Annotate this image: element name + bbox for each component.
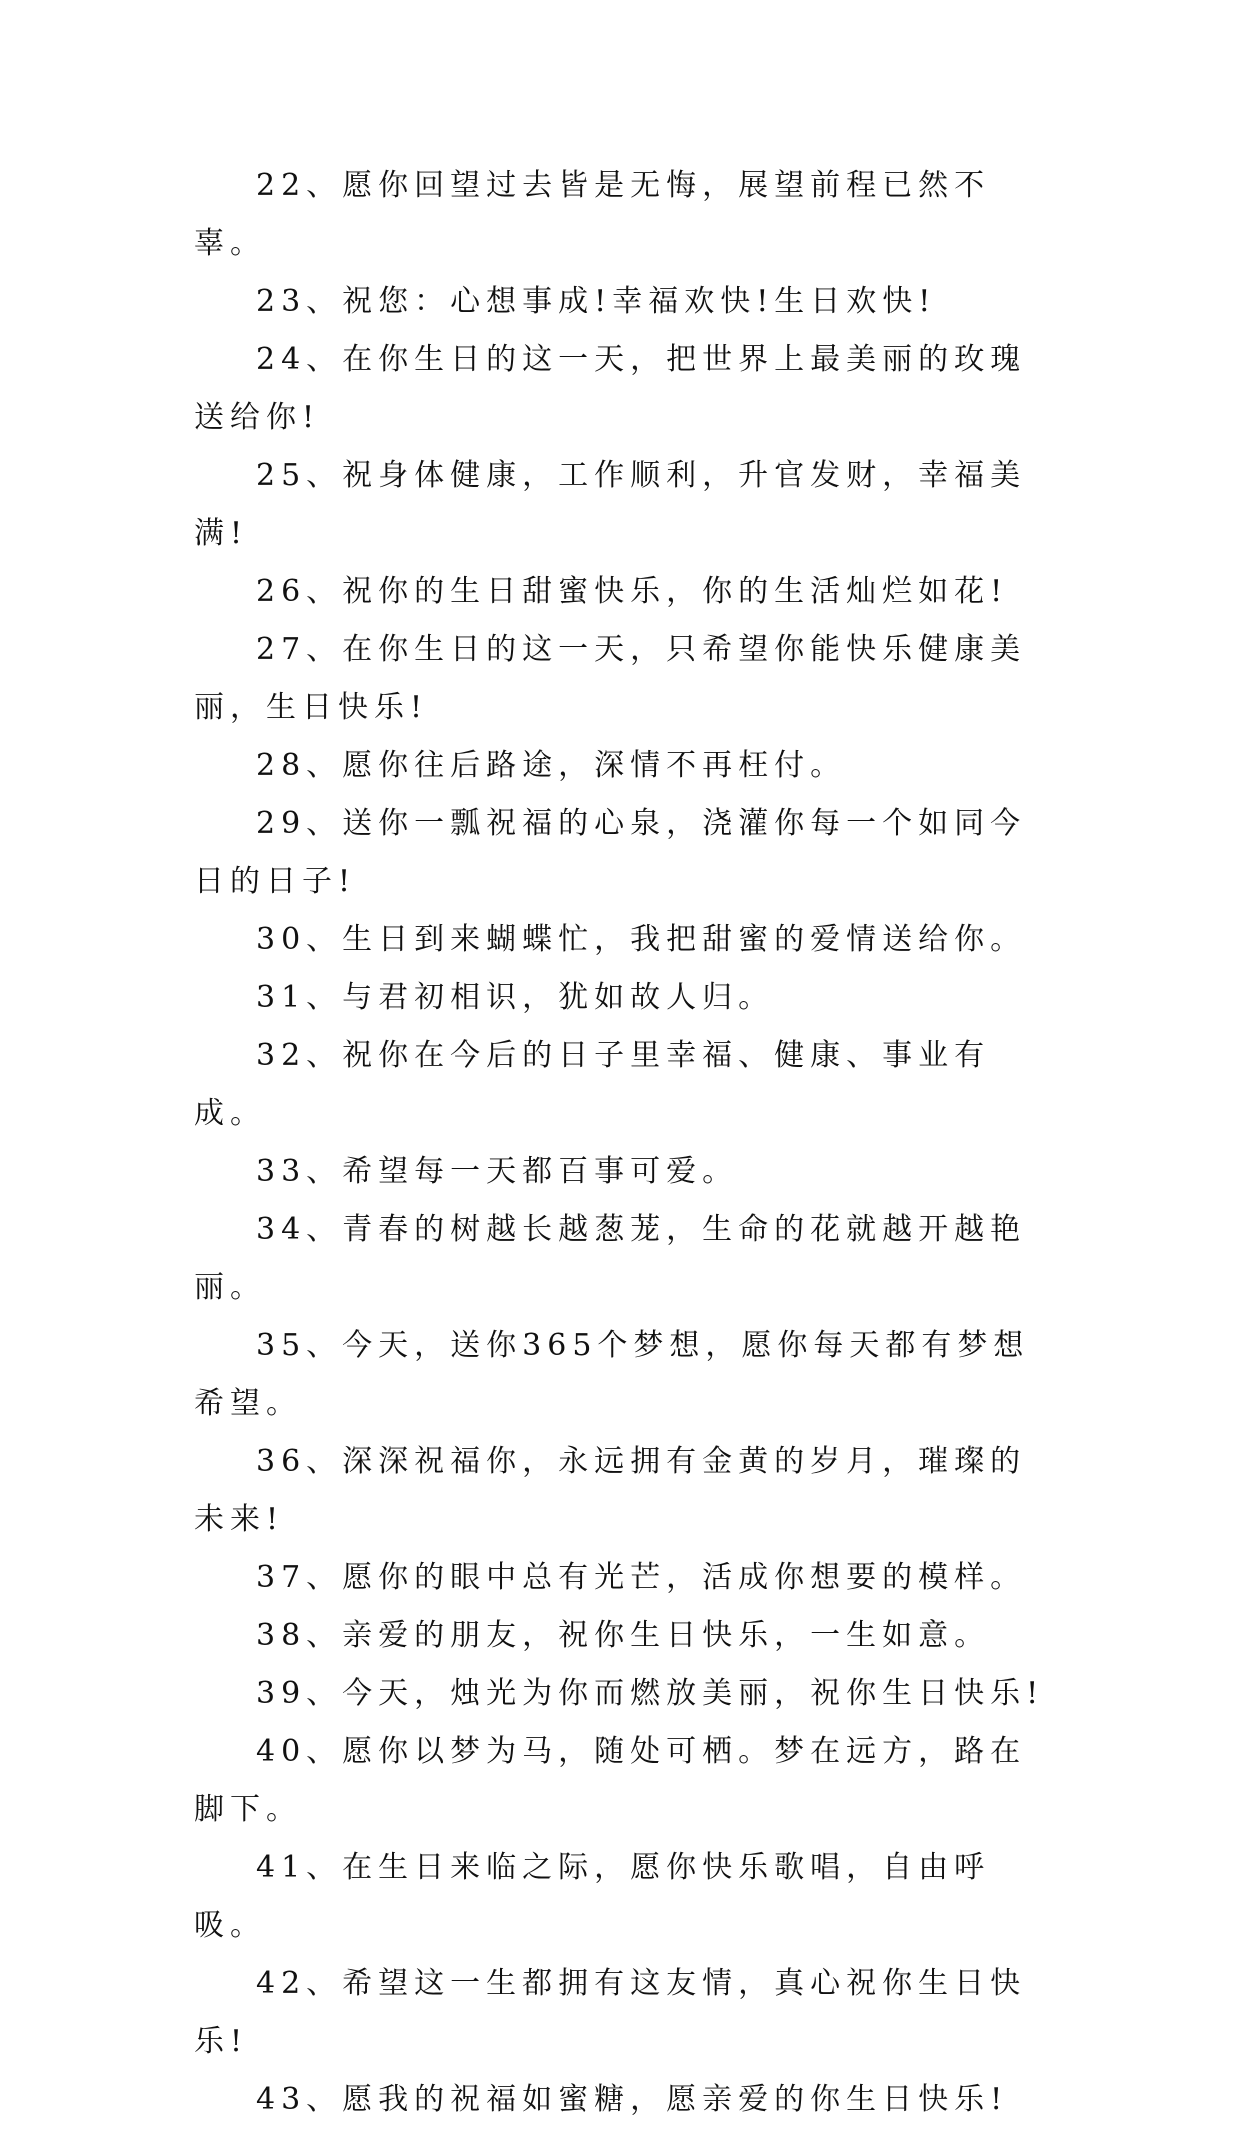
- paragraph-29: 29、送你一瓢祝福的心泉，浇灌你每一个如同今日的日子!: [194, 806, 1027, 899]
- paragraph-39: 39、今天，烛光为你而燃放美丽，祝你生日快乐!: [256, 1676, 1045, 1711]
- paragraph-30: 30、生日到来蝴蝶忙，我把甜蜜的爱情送给你。: [256, 922, 1027, 957]
- paragraph-38: 38、亲爱的朋友，祝你生日快乐，一生如意。: [256, 1618, 991, 1653]
- paragraph-40: 40、愿你以梦为马，随处可栖。梦在远方，路在脚下。: [194, 1734, 1027, 1827]
- paragraph-35: 35、今天，送你365个梦想，愿你每天都有梦想希望。: [194, 1328, 1030, 1421]
- paragraph-36: 36、深深祝福你，永远拥有金黄的岁月，璀璨的未来!: [194, 1444, 1027, 1537]
- paragraph-33: 33、希望每一天都百事可爱。: [256, 1154, 739, 1189]
- paragraph-28: 28、愿你往后路途，深情不再枉付。: [256, 748, 847, 783]
- paragraph-26: 26、祝你的生日甜蜜快乐，你的生活灿烂如花!: [256, 574, 1009, 609]
- document-body: [194, 157, 1054, 2129]
- paragraph-34: 34、青春的树越长越葱茏，生命的花就越开越艳丽。: [194, 1212, 1027, 1305]
- paragraph-27: 27、在你生日的这一天，只希望你能快乐健康美丽，生日快乐!: [194, 632, 1027, 725]
- paragraph-22: 22、愿你回望过去皆是无悔，展望前程已然不辜。: [194, 168, 991, 261]
- paragraph-41: 41、在生日来临之际，愿你快乐歌唱，自由呼吸。: [194, 1850, 991, 1943]
- paragraph-25: 25、祝身体健康，工作顺利，升官发财，幸福美满!: [194, 458, 1027, 551]
- paragraph-24: 24、在你生日的这一天，把世界上最美丽的玫瑰送给你!: [194, 342, 1027, 435]
- paragraph-42: 42、希望这一生都拥有这友情，真心祝你生日快乐!: [194, 1966, 1027, 2059]
- paragraph-37: 37、愿你的眼中总有光芒，活成你想要的模样。: [256, 1560, 1027, 1595]
- paragraph-23: 23、祝您：心想事成!幸福欢快!生日欢快!: [256, 284, 937, 319]
- paragraph-32: 32、祝你在今后的日子里幸福、健康、事业有成。: [194, 1038, 991, 1131]
- paragraph-43: 43、愿我的祝福如蜜糖，愿亲爱的你生日快乐!: [256, 2082, 1009, 2117]
- paragraph-31: 31、与君初相识，犹如故人归。: [256, 980, 775, 1015]
